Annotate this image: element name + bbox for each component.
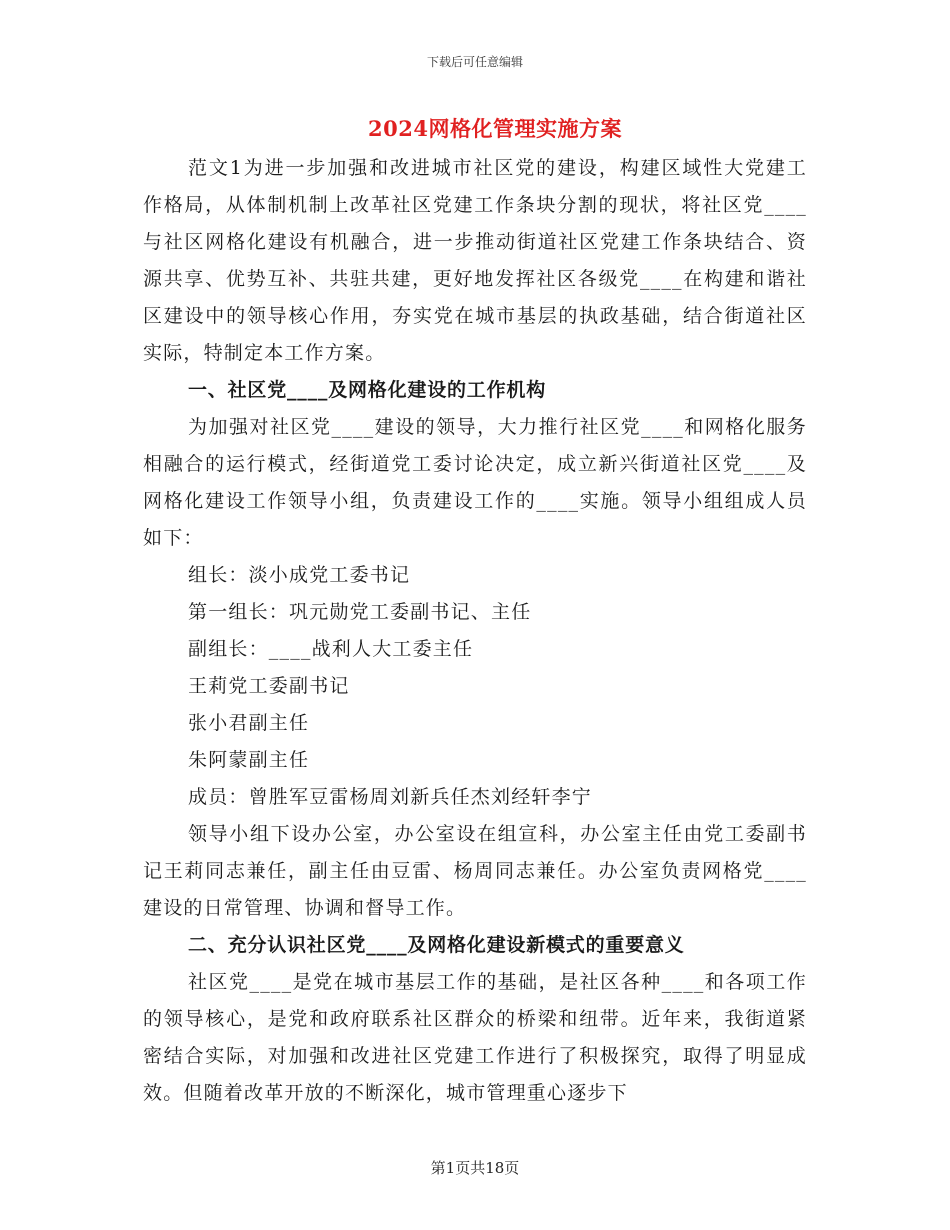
member-line: 张小君副主任 (188, 712, 310, 734)
member-line: 组长：淡小成党工委书记 (188, 564, 411, 586)
section1-heading: 一、社区党____及网格化建设的工作机构 (188, 379, 547, 401)
office-paragraph: 领导小组下设办公室，办公室设在组宣科，办公室主任由党工委副书记王莉同志兼任，副主任由豆雷、杨周同志兼任。办公室负责网格党____建设的日常管理、协调和督导工作。 (143, 823, 807, 919)
member-line: 副组长：____战利人大工委主任 (188, 638, 474, 660)
document-title: 2024网格化管理实施方案 (368, 116, 622, 141)
member-line: 朱阿蒙副主任 (188, 749, 310, 771)
section2-paragraph: 社区党____是党在城市基层工作的基础，是社区各种____和各项工作的领导核心，是党和政府联系社区群众的桥梁和纽带。近年来，我街道紧密结合实际，对加强和改进社区党建工作进行了积极探究，取得了明显成效。但随着改革开放的不断深化，城市管理重心逐步下 (143, 971, 807, 1104)
page-number: 第1页共18页 (430, 1159, 520, 1177)
section2-heading: 二、充分认识社区党____及网格化建设新模式的重要意义 (188, 934, 685, 956)
section1-paragraph: 为加强对社区党____建设的领导，大力推行社区党____和网格化服务相融合的运行模式，经街道党工委讨论决定，成立新兴街道社区党____及网格化建设工作领导小组，负责建设工作的____实施。领导小组组成人员如下： (143, 416, 807, 549)
member-line: 第一组长：巩元勋党工委副书记、主任 (188, 601, 532, 623)
document-body (143, 150, 807, 1112)
member-line: 成员：曾胜军豆雷杨周刘新兵任杰刘经轩李宁 (188, 786, 593, 808)
intro-paragraph: 范文1为进一步加强和改进城市社区党的建设，构建区域性大党建工作格局，从体制机制上改革社区党建工作条块分割的现状，将社区党____与社区网格化建设有机融合，进一步推动街道社区党建工作条块结合、资源共享、优势互补、共驻共建，更好地发挥社区各级党____在构建和谐社区建设中的领导核心作用，夯实党在城市基层的执政基础，结合街道社区实际，特制定本工作方案。 (143, 157, 807, 364)
page-header-note: 下载后可任意编辑 (426, 55, 523, 69)
member-line: 王莉党工委副书记 (188, 675, 350, 697)
